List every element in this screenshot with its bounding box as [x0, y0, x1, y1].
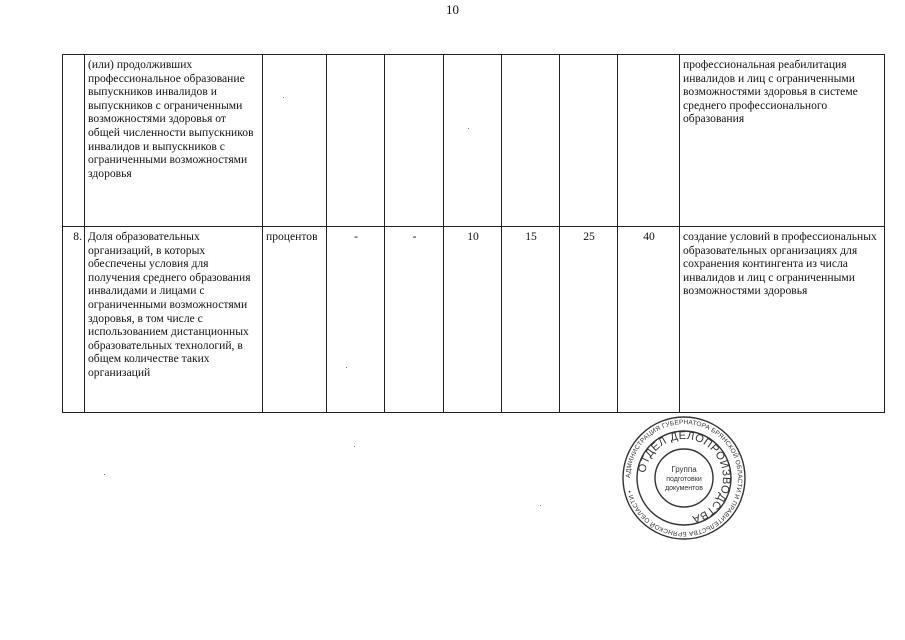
table-row — [63, 227, 885, 413]
official-stamp — [620, 414, 748, 542]
indicator-cell: (или) продолживших профессиональное образование выпускников инвалидов и выпускников с ограниченными возможностями здоровья от общей численности выпускников инвалидов и выпускников с ограниченными возможностями здоровья — [85, 55, 263, 227]
unit-cell: процентов — [263, 227, 327, 413]
value-cell: - — [385, 227, 444, 413]
row-number-cell: 8. — [63, 227, 85, 413]
svg-text:Группа: Группа — [671, 465, 697, 474]
unit-cell — [263, 55, 327, 227]
svg-text:документов: документов — [665, 485, 703, 492]
value-cell — [444, 55, 502, 227]
value-cell: 10 — [444, 227, 502, 413]
indicator-cell: Доля образовательных организаций, в которых обеспечены условия для получения среднего образования инвалидами и лицами с ограниченными возможностями здоровья, в том числе с использованием дистанционных образовательных технологий, в общем количестве таких организаций — [85, 227, 263, 413]
row-number-cell — [63, 55, 85, 227]
value-cell: 25 — [560, 227, 618, 413]
value-cell: - — [327, 227, 385, 413]
svg-text:ОТДЕЛ ДЕЛОПРОИЗВОДСТВА: ОТДЕЛ ДЕЛОПРОИЗВОДСТВА — [636, 429, 733, 526]
value-cell — [618, 55, 680, 227]
svg-text:подготовки: подготовки — [666, 476, 702, 483]
stamp-seal-icon — [620, 414, 748, 542]
svg-text:АДМИНИСТРАЦИЯ ГУБЕРНАТОРА БРЯН: АДМИНИСТРАЦИЯ ГУБЕРНАТОРА БРЯНСКОЙ ОБЛАСТИ И ПРАВИТЕЛЬСТВА БРЯНСКОЙ ОБЛАСТИ • — [624, 418, 744, 538]
result-cell: профессиональная реабилитация инвалидов и лиц с ограниченными возможностями здоровья в системе среднего профессионального образования — [680, 55, 885, 227]
value-cell — [560, 55, 618, 227]
page-number: 10 — [446, 2, 459, 17]
value-cell: 40 — [618, 227, 680, 413]
result-cell: создание условий в профессиональных образовательных организациях для сохранения контингента из числа инвалидов и лиц с ограниченными возможностями здоровья — [680, 227, 885, 413]
value-cell — [385, 55, 444, 227]
value-cell: 15 — [502, 227, 560, 413]
table-row — [63, 55, 885, 227]
indicators-table — [62, 54, 885, 413]
value-cell — [327, 55, 385, 227]
value-cell — [502, 55, 560, 227]
